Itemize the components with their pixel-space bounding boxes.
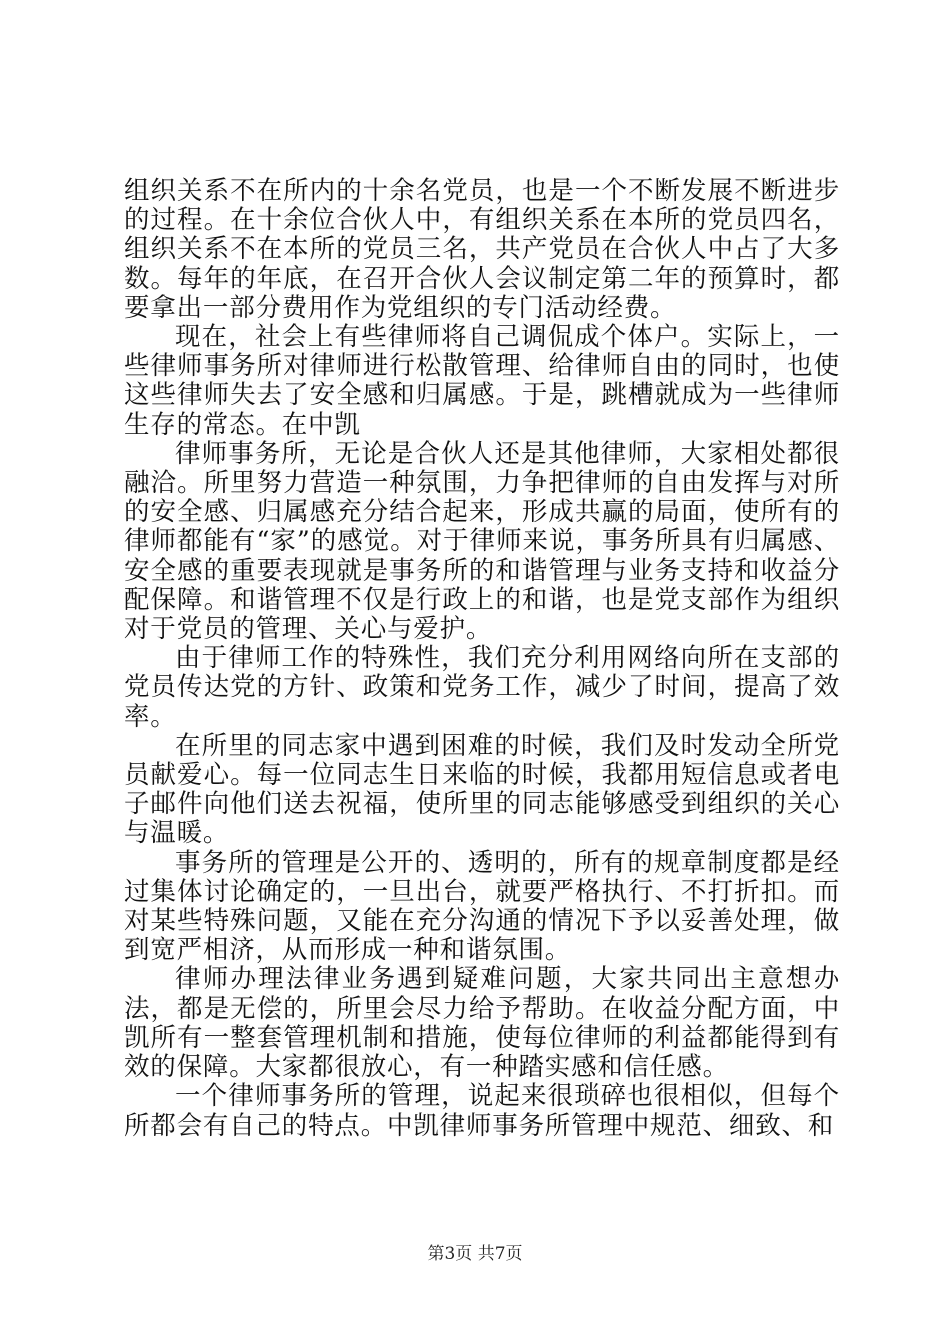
paragraph-4: 由于律师工作的特殊性，我们充分利用网络向所在支部的党员传达党的方针、政策和党务工作，减少了时间，提高了效率。 (124, 643, 840, 732)
paragraph-7: 律师办理法律业务遇到疑难问题，大家共同出主意想办法，都是无偿的，所里会尽力给予帮助。在收益分配方面，中凯所有一整套管理机制和措施，使每位律师的利益都能得到有效的保障。大家都很放心，有一种踏实感和信任感。 (124, 964, 840, 1083)
paragraph-1: 组织关系不在所内的十余名党员，也是一个不断发展不断进步的过程。在十余位合伙人中，有组织关系在本所的党员四名，组织关系不在本所的党员三名，共产党员在合伙人中占了大多数。每年的年底，在召开合伙人会议制定第二年的预算时，都要拿出一部分费用作为党组织的专门活动经费。 (124, 176, 840, 323)
page-footer (0, 1244, 950, 1264)
paragraph-6: 事务所的管理是公开的、透明的，所有的规章制度都是经过集体讨论确定的，一旦出台，就要严格执行、不打折扣。而对某些特殊问题，又能在充分沟通的情况下予以妥善处理，做到宽严相济，从而形成一种和谐氛围。 (124, 847, 840, 966)
paragraph-3: 律师事务所，无论是合伙人还是其他律师，大家相处都很融洽。所里努力营造一种氛围，力争把律师的自由发挥与对所的安全感、归属感充分结合起来，形成共赢的局面，使所有的律师都能有“家”的感觉。对于律师来说，事务所具有归属感、安全感的重要表现就是事务所的和谐管理与业务支持和收益分配保障。和谐管理不仅是行政上的和谐，也是党支部作为组织对于党员的管理、关心与爱护。 (124, 438, 840, 645)
document-body (124, 177, 840, 1141)
page-number: 第3页 共7页 (427, 1244, 523, 1264)
paragraph-8: 一个律师事务所的管理，说起来很琐碎也很相似，但每个所都会有自己的特点。中凯律师事务所管理中规范、细致、和 (124, 1081, 840, 1141)
paragraph-2: 现在，社会上有些律师将自己调侃成个体户。实际上，一些律师事务所对律师进行松散管理、给律师自由的同时，也使这些律师失去了安全感和归属感。于是，跳槽就成为一些律师生存的常态。在中凯 (124, 322, 840, 440)
paragraph-5: 在所里的同志家中遇到困难的时候，我们及时发动全所党员献爱心。每一位同志生日来临的时候，我都用短信息或者电子邮件向他们送去祝福，使所里的同志能够感受到组织的关心与温暖。 (124, 730, 840, 849)
